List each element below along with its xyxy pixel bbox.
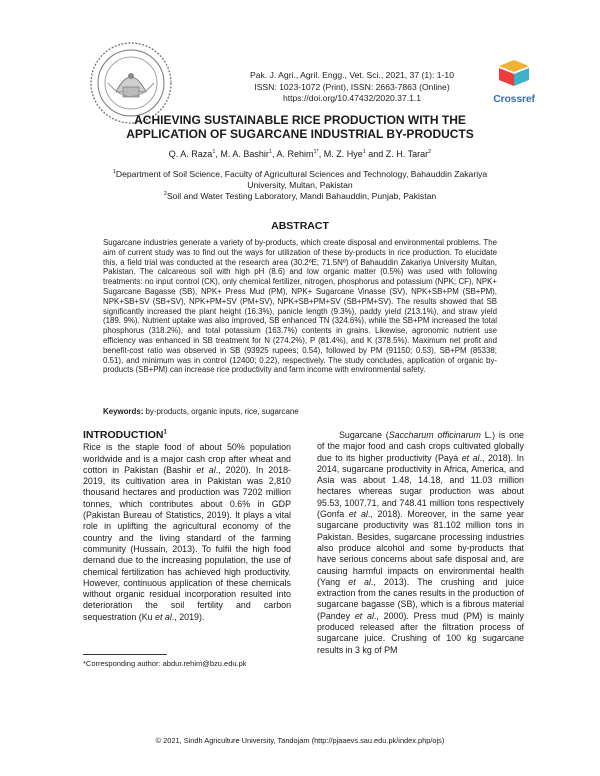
introduction-heading: INTRODUCTION$^1$ <box>83 429 167 441</box>
authors: Q. A. Raza$^1$, M. A. Bashir$^1$, A. Rehim$^{1*}$, M. Z. Hye$^1$ and Z. H. Tarar$^2$ <box>168 149 432 159</box>
intro-column-left <box>83 430 291 623</box>
journal-citation: Pak. J. Agri., Agril. Engg., Vet. Sci., 2021, 37 (1): 1-10 <box>250 70 454 80</box>
crossref-label: Crossref <box>493 93 535 105</box>
intro-column-right <box>317 430 524 656</box>
corresponding-author-footnote: *Corresponding author: abdur.rehim@bzu.edu.pk <box>83 659 247 668</box>
affiliations: $^1$Department of Soil Science, Faculty of Agricultural Sciences and Technology, Bahauddin Zakariya University, Multan, Pakistan $^2$Soil and Water Testing Laboratory, Mandi Bahauddin, Punjab, Pakistan <box>112 169 488 201</box>
footnote-divider <box>83 654 167 655</box>
article-title: ACHIEVING SUSTAINABLE RICE PRODUCTION WITH THE APPLICATION OF SUGARCANE INDUSTRIAL BY-PRODUCTS <box>126 113 474 141</box>
intro-paragraph-1: Rice is the staple food of about 50% population worldwide and is a major cash crop after wheat and cotton in Pakistan (Bashir et al., 2020). In 2018-2019, its cultivation area in Pakistan was 2,810 thousand hectares and production was 7202 million tonnes, which contributes about 0.6% in GDP (Pakistan Bureau of Statistics, 2019). It plays a vital role in uplifting the agricultural economy of the country and the living standard of the farming community (Hussain, 2013). To fulfil the high food demand due to the increasing population, the use of chemical fertilization has achieved high productivity. However, continuous application of these chemicals without organic residual incorporation resulted into deterioration the soil fertility and carbon sequestration (Ku et al., 2019). <box>83 442 291 622</box>
crossref-badge[interactable] <box>488 60 540 105</box>
page-footer: © 2021, Sindh Agriculture University, Tandojam (http://pjaaevs.sau.edu.pk/index.php/ojs) <box>155 736 445 745</box>
journal-issn: ISSN: 1023-1072 (Print), ISSN: 2663-7863 (Online) <box>254 81 450 92</box>
intro-paragraph-2: Sugarcane (Saccharum officinarum L.) is one of the major food and cash crops cultivated globally due to its higher productivity (Payá et al., 2018). In 2014, sugarcane productivity in Africa, America, and Asia was about 1.48, 14.18, and 11.03 million hectares whereas sugar production was about 95.53, 1007.71, and 748.41 million tons respectively (Gonfa et al., 2018). Moreover, in the same year sugarcane productivity was 81.102 million tons in Pakistan. Besides, sugarcane processing industries also produce alcohol and some by-products that have serious concerns about safe disposal and, are causing harmful impacts on environmental health (Yang et al., 2013). The crushing and juice extraction from the canes results in the production of sugarcane bagasse (SB), which is a fibrous material (Pandey et al., 2000). Press mud (PM) is mainly produced released after the filtration process of sugarcane juice. Crushing of 100 kg sugarcane results in 3 kg of PM <box>317 430 524 655</box>
keywords-list: by-products, organic inputs, rice, sugarcane <box>145 407 299 416</box>
journal-doi-link[interactable]: https://doi.org/10.47432/2020.37.1.1 <box>282 93 422 104</box>
abstract-heading: ABSTRACT <box>271 220 329 232</box>
abstract-text: Sugarcane industries generate a variety of by-products, which create disposal and environmental problems. The aim of current study was to find out the ways for utilization of these by-products in rice production. To elucidate this, a field trial was conducted at the research area (30.2ºE; 71.5Nº) of Bahauddin Zakariya University Multan, Pakistan. The calcareous soil with high pH (8.6) and low organic matter (0.5%) was used with following treatments: no input control (CK), only chemical fertilizer, nitrogen, phosphorus and potassium (NPK; CF), NPK+ Sugarcane Bagasse (SB), NPK+ Press Mud (PM), NPK+ Sugarcane Vinasse (SV), NPK+SB+PM (SB+PM), NPK+SB+SV (SB+SV), NPK+PM+SV (PM+SV), NPK+SB+PM+SV (SB+PM+SV). The results showed that SB significantly increased the plant height (16.3%), panicle length (9.3%), paddy yield (213.1%), and straw yield (189. 9%). Nutrient uptake was also improved, SB enhanced TN (324.6%), while the SB+PM increased the total phosphorus (318.2%), and total potassium (163.7%) contents in grains. Likewise, agronomic nutrient use efficiency was enhanced in SB treatment for N (274.2%), P (81.4%), and K (378.5%). Maximum net profit and benefit-cost ratio was observed in SB (93925 rupees; 0.54), followed by PM (91150; 0.53), SB+PM (85338; 0.51), and minimum was in control (12400; 0.22), respectively. The study concludes, application of organic by-products (SB+PM) can increase rice productivity and farm income with environmental safety. <box>103 238 497 375</box>
keywords-label: Keywords: <box>103 407 144 416</box>
keywords <box>103 407 497 416</box>
crossref-icon <box>499 60 529 86</box>
journal-info <box>232 70 472 105</box>
